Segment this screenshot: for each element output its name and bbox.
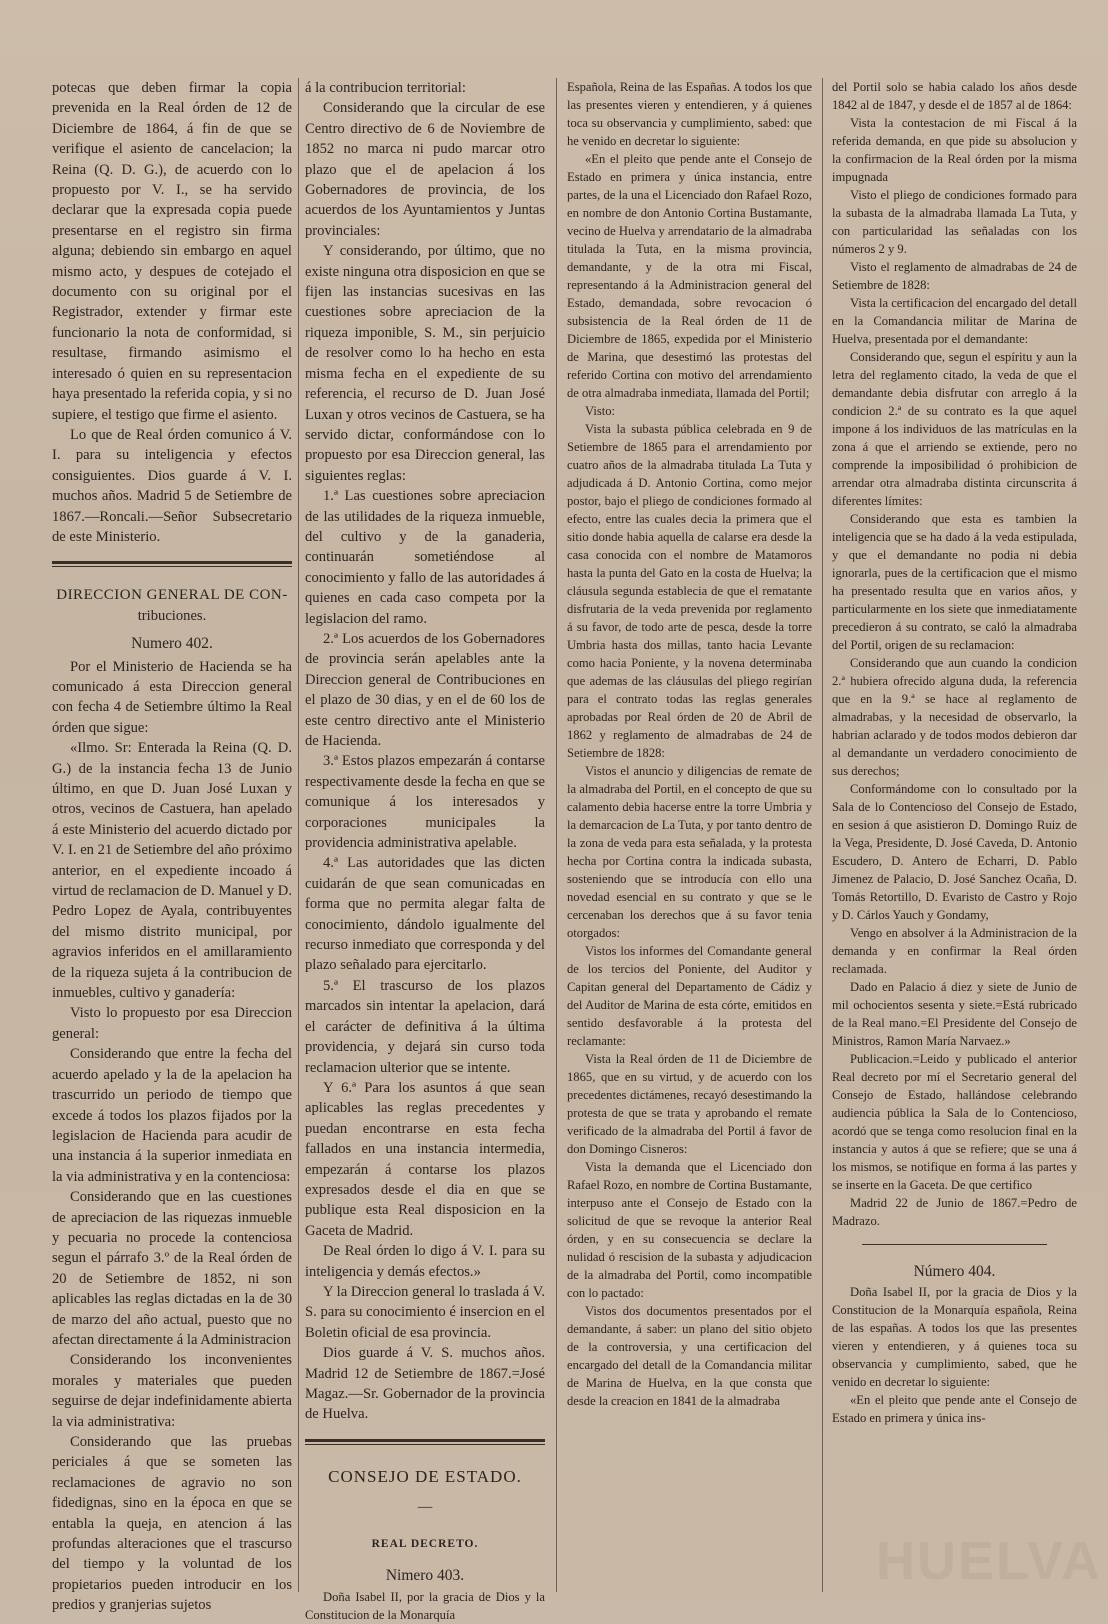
paragraph: Vista la certificacion del encargado del detall en la Comandancia militar de Marina de Huelva, presentada por el demandante:	[832, 296, 1077, 346]
paragraph: Vistos los informes del Comandante general de los tercios del Poniente, del Auditor y Capitan general del Departamento de Cádiz y del Auditor de Marina de esta córte, emitidos en sentido desfavorable á la protesta del reclamante:	[567, 944, 812, 1048]
paragraph: Doña Isabel II, por la gracia de Dios y la Constitucion de la Monarquía española, Reina de las españas. A todos los que las presentes vieren y entendieren, y á quienes toca su observancia y cumplimiento, sabed, que he venido en decretar lo siguiente:	[832, 1285, 1077, 1389]
document-number: Número 404.	[913, 1263, 996, 1280]
paragraph: «En el pleito que pende ante el Consejo de Estado en primera y única ins-	[832, 1393, 1077, 1425]
title-dash: —	[417, 1499, 433, 1516]
paragraph: Dios guarde á V. S. muchos años. Madrid 12 de Setiembre de 1867.=José Magaz.—Sr. Gobernador de la provincia de Huelva.	[305, 1345, 545, 1423]
paragraph: 3.ª Estos plazos empezarán á contarse respectivamente desde la fecha en que se comunique á los interesados y corporaciones municipales la providencia administrativa apelable.	[305, 753, 545, 852]
paragraph: Vista la demanda que el Licenciado don Rafael Rozo, en nombre de Cortina Bustamante, interpuso ante el Consejo de Estado con la solicitud de que se revoque la anterior Real órden, y en su consecuencia se declare la nulidad ó rescision de la subasta y adjudicacion de la almadraba del Portil, como incompatible con lo pactado:	[567, 1160, 812, 1300]
paragraph: Considerando que la circular de ese Centro directivo de 6 de Noviembre de 1852 no marca ni pudo marcar otro plazo que el de apelacion á los Gobernadores de provincia, de los acuerdos de los Ayuntamientos y Juntas provinciales:	[305, 100, 545, 239]
paragraph: 2.ª Los acuerdos de los Gobernadores de provincia serán apelables ante la Direccion general de Contribuciones en el plazo de 30 dias, y en el de 60 los de este centro directivo ante el Ministerio de Hacienda.	[305, 630, 545, 749]
paragraph: «Ilmo. Sr: Enterada la Reina (Q. D. G.) de la instancia fecha 13 de Junio último, en que D. Juan José Luxan y otros, vecinos de Castuera, han apelado á este Ministerio del acuerdo dictado por V. I. en 21 de Setiembre del año próximo anterior, en el expediente incoado á virtud de reclamacion de D. Manuel y D. Pedro Lopez de Ayala, contribuyentes del mismo distrito municipal, por agravios inferidos en el amillaramiento de la riqueza sujeta á la contribucion de inmuebles, cultivo y ganadería:	[52, 740, 292, 1002]
paragraph: Vista la contestacion de mi Fiscal á la referida demanda, en que pide su absolucion y la confirmacion de la Real órden por la misma impugnada	[832, 116, 1077, 184]
paragraph: Vista la subasta pública celebrada en 9 de Setiembre de 1865 para el arrendamiento por cuatro años de la almadraba titulada La Tuta y adjudicada á D. Antonio Cortina, como mejor postor, bajo el pliego de condiciones formado al efecto, entre las cuales decia la primera que el sitio donde habia aquella de calarse era desde la casa conocida con el nombre de Matamoros hasta la punta del Gato en la costa de Huelva; la cláusula segunda establecia de que el rematante disfrutaria de la veda prevenida por reglamento á su favor, de todo arte de pesca, desde la torre Umbria hasta dos millas, tanto hacia Levante como hacia Poniente, y la novena determinaba que ademas de las cláusulas del pliego regirían para el contrato todas las reglas generales aprobadas por Real órden de 20 de Abril de 1862 y reglamento de almadrabas de 24 de Setiembre de 1828:	[567, 422, 812, 760]
paragraph: Y la Direccion general lo traslada á V. S. para su conocimiento é insercion en el Boletin oficial de esa provincia.	[305, 1283, 545, 1341]
paragraph: Vista la Real órden de 11 de Diciembre de 1865, que en su virtud, y de acuerdo con los precedentes dictámenes, recayó desestimando la protesta de que se trata y aprobando el remate verificado de la almadraba del Portil á favor de don Domingo Cisneros:	[567, 1052, 812, 1156]
column-divider	[298, 78, 299, 1592]
paragraph: Considerando que entre la fecha del acuerdo apelado y la de la apelacion ha trascurrido un periodo de tiempo que excede á todos los plazos fijados por la legislacion de Hacienda para acudir de una instancia á la superior inmediata en la via administrativa y en la contenciosa:	[52, 1046, 292, 1185]
section-rule	[862, 1244, 1047, 1245]
paragraph: Visto:	[585, 404, 616, 418]
paragraph: del Portil solo se habia calado los años desde 1842 al de 1847, y desde el de 1857 al de 1864:	[832, 80, 1077, 112]
paragraph: Considerando los inconvenientes morales y materiales que pueden seguirse de dejar indefinidamente abierta la via administrativa:	[52, 1352, 292, 1430]
paragraph: 4.ª Las autoridades que las dicten cuidarán de que sean comunicadas en forma que no permita alegar falta de conocimiento, dándolo igualmente del recurso inmediato que corresponda y del plazo señalado para ejercitarlo.	[305, 855, 545, 974]
section-title: CONSEJO DE ESTADO.	[328, 1466, 522, 1486]
paragraph: Considerando que aun cuando la condicion 2.ª hubiera ofrecido alguna duda, la referencia que en la 9.ª se hace al reglamento de almadrabas, y la necesidad de observarlo, la habrian aclarado y de todos modos debieron dar al demandante un verdadero conocimiento de sus derechos;	[832, 656, 1077, 778]
column-divider	[822, 78, 823, 1592]
section-rule	[52, 566, 292, 567]
paragraph: Doña Isabel II, por la gracia de Dios y la Constitucion de la Monarquía	[305, 1590, 545, 1623]
column-4	[832, 78, 1077, 1590]
paragraph: Conformándome con lo consultado por la Sala de lo Contencioso del Consejo de Estado, en sesion á que asistieron D. Domingo Ruiz de la Vega, Presidente, D. José Caveda, D. Antonio Escudero, D. Antero de Echarri, D. Pablo Jimenez de Palacio, D. José Sanchez Ocaña, D. Tomás Retortillo, D. Evaristo de Castro y Rojo y D. Cárlos Yauch y Gondamy,	[832, 782, 1077, 922]
paragraph: Considerando que en las cuestiones de apreciacion de las riquezas inmueble y pecuaria no procede la contenciosa segun el párrafo 3.º de la Real órden de 20 de Setiembre de 1852, ni son aplicables las reglas dictadas en la de 30 de marzo del año actual, puesto que no afectan directamente á la Administracion	[52, 1189, 292, 1348]
paragraph: Vistos dos documentos presentados por el demandante, á saber: un plano del sitio objeto de la controversia, y una certificacion del encargado del detall de la Comandancia militar de Marina de Huelva, en la que consta que desde la creacion en 1841 de la almadraba	[567, 1304, 812, 1408]
section-rule	[305, 1444, 545, 1445]
column-3	[567, 78, 812, 1590]
paragraph: Visto lo propuesto por esa Direccion general:	[52, 1005, 292, 1042]
paragraph: 1.ª Las cuestiones sobre apreciacion de las utilidades de la riqueza inmueble, del cultivo y de la ganaderia, continuarán sometiéndose al conocimiento y fallo de las autoridades á quienes en cada caso competa por la legislacion del ramo.	[305, 488, 545, 627]
column-2	[305, 78, 545, 1623]
column-divider	[556, 78, 557, 1592]
section-title: DIRECCION GENERAL DE CON-	[56, 587, 288, 604]
decree-heading: REAL DECRETO.	[371, 1537, 479, 1550]
paragraph: Lo que de Real órden comunico á V. I. para su inteligencia y efectos consiguientes. Dios guarde á V. I. muchos años. Madrid 5 de Setiembre de 1867.—Roncali.—Señor Subsecretario de este Ministerio.	[52, 426, 292, 545]
document-number: Numero 402.	[131, 635, 213, 653]
archive-watermark: HUELVA	[876, 1531, 1102, 1591]
paragraph: Y considerando, por último, que no existe ninguna otra disposicion en que se fijen las instancias sucesivas en las cuestiones sobre apreciacion de la riqueza imponible, S. M., sin perjuicio de resolver como lo ha hecho en esta misma fecha en el expediente de su referencia, el recurso de D. Juan José Luxan y otros vecinos de Castuera, se ha servido dictar, conformándose con lo propuesto por esa Direccion general, las siguientes reglas:	[305, 243, 545, 484]
paragraph: á la contribucion territorial:	[305, 80, 466, 96]
paragraph: Considerando que esta es tambien la inteligencia que se ha dado á la veda estipulada, y que el demandante no podia ni debia ignorarla, pues de la certificacion que el mismo ha presentado resulta que en varios años, y particularmente en los siete que inmediatamente precedieron á su contrato, se caló la almadraba del Portil, origen de su reclamacion:	[832, 512, 1077, 652]
column-1	[52, 78, 292, 1614]
paragraph: Considerando que las pruebas periciales á que se someten las reclamaciones de agravio no son fidedignas, sino en la época en que se entabla la queja, en atencion á las profundas alteraciones que el trascurso del tiempo y la voluntad de los propietarios pueden introducir en los predios y granjerias sujetos	[52, 1434, 292, 1614]
paragraph: Visto el pliego de condiciones formado para la subasta de la almadraba llamada La Tuta, y con particularidad las señaladas con los números 2 y 9.	[832, 188, 1077, 256]
paragraph: Vistos el anuncio y diligencias de remate de la almadraba del Portil, en el concepto de que su calamento debia hacerse entre la torre Umbria y la demarcacion de La Tuta, y por tanto dentro de la zona de veda para esta señalada, y la protesta hecha por Cortina contra la indicada subasta, sosteniendo que se introducía con ello una novedad esencial en su contrato y que se le cercenaban los derechos que á su favor tenia otorgados:	[567, 764, 812, 940]
paragraph: «En el pleito que pende ante el Consejo de Estado en primera y única instancia, entre partes, de la una el Licenciado don Rafael Rozo, en nombre de don Antonio Cortina Bustamante, vecino de Huelva y arrendatario de la almadraba titulada la Tuta, en la misma provincia, demandante, y de la otra mi Fiscal, representando á la Administracion general del Estado, demandada, sobre revocacion ó subsistencia de la Real órden de 11 de Diciembre de 1865, expedida por el Ministerio de Marina, que desestimó las protestas del referido Cortina con motivo del arrendamiento de otra almadraba inmediata, llamada del Portil;	[567, 152, 812, 400]
paragraph: De Real órden lo digo á V. I. para su inteligencia y demás efectos.»	[305, 1243, 545, 1280]
paragraph: Dado en Palacio á diez y siete de Junio de mil ochocientos sesenta y siete.=Está rubricado de la Real mano.=El Presidente del Consejo de Ministros, Ramon María Narvaez.»	[832, 980, 1077, 1048]
paragraph: Española, Reina de las Españas. A todos los que las presentes vieren y entendieren, y á quienes toca su observancia y cumplimiento, sabed: que he venido en decretar lo siguiente:	[567, 80, 812, 148]
section-rule	[52, 561, 292, 564]
section-subtitle: tribuciones.	[137, 607, 207, 624]
document-number: Nimero 403.	[385, 1567, 465, 1585]
paragraph: Por el Ministerio de Hacienda se ha comunicado á esta Direccion general con fecha 4 de Setiembre último la Real órden que sigue:	[52, 658, 292, 736]
paragraph: Publicacion.=Leido y publicado el anterior Real decreto por mí el Secretario general del Consejo de Estado, hallándose celebrando audiencia pública la Sala de lo Contencioso, acordó que se tenga como resolucion final en la instancia y autos á que se refiere; que se una á los mismos, se notifique en forma á las partes y se inserte en la Gaceta. De que certifico	[832, 1052, 1077, 1192]
paragraph: Considerando que, segun el espíritu y aun la letra del reglamento citado, la veda de que el demandante debia disfrutar con arreglo á la condicion 2.ª de su contrato es la que aquel impone á los individuos de las matrículas en la zona á que el arriendo se extiende, pero no comprende la imposibilidad ó prohibicion de arrendar otra almadraba distinta circunscrita á diferentes límites:	[832, 350, 1077, 508]
paragraph: 5.ª El trascurso de los plazos marcados sin intentar la apelacion, dará el carácter de definitiva á la última providencia, y dejará sin curso toda reclamacion ulterior que se intente.	[305, 977, 545, 1076]
paragraph: Vengo en absolver á la Administracion de la demanda y en confirmar la Real órden reclamada.	[832, 926, 1077, 976]
paragraph: Visto el reglamento de almadrabas de 24 de Setiembre de 1828:	[832, 260, 1077, 292]
paragraph: Y 6.ª Para los asuntos á que sean aplicables las reglas precedentes y puedan encontrarse en esta fecha fallados en una instancia intermedia, empezarán á contarse los plazos expresados desde el dia en que se publique esta Real disposicion en la Gaceta de Madrid.	[305, 1079, 545, 1239]
paragraph: Madrid 22 de Junio de 1867.=Pedro de Madrazo.	[832, 1196, 1077, 1228]
section-rule	[305, 1439, 545, 1442]
paragraph: potecas que deben firmar la copia prevenida en la Real órden de 12 de Diciembre de 1864, á fin de que se verifique el asiento de cancelacion; la Reina (Q. D. G.), de acuerdo con lo propuesto por V. I., se ha servido declarar que la expresada copia puede presentarse en el registro sin firma alguna; debiendo sin embargo en aquel mismo acto, y despues de cotejado el documento con su original por el Registrador, extender y firmar este funcionario la nota de conformidad, si resultase, firmando asimismo el interesado ó quien en su representacion haya presentado la referida copia, y si no supiere, el testigo que firme el asiento.	[52, 80, 292, 423]
